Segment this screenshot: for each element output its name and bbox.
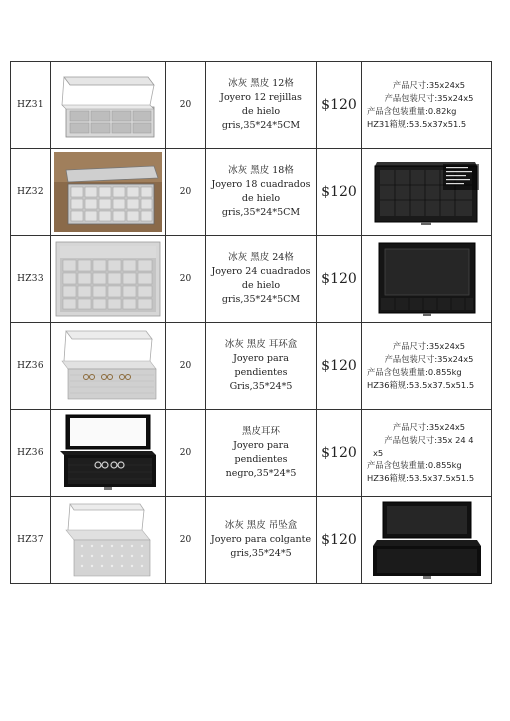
quantity: 20 [166, 62, 206, 149]
product-table [10, 61, 492, 584]
product-image [51, 236, 166, 323]
black-jewelry-tray-image [371, 154, 483, 230]
quantity: 20 [166, 236, 206, 323]
quantity: 20 [166, 410, 206, 497]
product-image [51, 62, 166, 149]
price: $120 [317, 62, 362, 149]
quantity: 20 [166, 323, 206, 410]
product-description: 冰灰 黑皮 18格 Joyero 18 cuadrados de hielo gris,35*24*5CM [206, 149, 317, 236]
table-row [11, 410, 492, 497]
table-row [11, 323, 492, 410]
product-image [51, 410, 166, 497]
table-row [11, 149, 492, 236]
product-code: HZ33 [11, 236, 51, 323]
price: $120 [317, 497, 362, 584]
table-row [11, 236, 492, 323]
product-description: 冰灰 黑皮 24格 Joyero 24 cuadrados de hielo gris,35*24*5CM [206, 236, 317, 323]
product-image [51, 149, 166, 236]
product-code: HZ32 [11, 149, 51, 236]
black-jewelry-tray-image [371, 240, 483, 318]
table-row [11, 62, 492, 149]
spec-image [362, 236, 492, 323]
quantity: 20 [166, 497, 206, 584]
grey-pendant-tray-image [60, 500, 156, 580]
product-code: HZ36 [11, 410, 51, 497]
grey-jewelry-tray-image [58, 67, 158, 143]
product-image [51, 323, 166, 410]
grey-earring-tray-image [58, 327, 158, 405]
product-code: HZ37 [11, 497, 51, 584]
spec-image [362, 497, 492, 584]
product-specs: 产品尺寸:35x24x5 产品包装尺寸:35x24x5 产品含包装重量:0.855kg HZ36箱规:53.5x37.5x51.5 [362, 323, 492, 410]
product-image [51, 497, 166, 584]
product-specs: 产品尺寸:35x24x5 产品包装尺寸:35x24x5 产品含包装重量:0.82kg HZ31箱规:53.5x37x51.5 [362, 62, 492, 149]
spec-image [362, 149, 492, 236]
product-description: 黑皮耳环 Joyero para pendientes negro,35*24*5 [206, 410, 317, 497]
price: $120 [317, 236, 362, 323]
product-code: HZ36 [11, 323, 51, 410]
black-earring-tray-image [56, 413, 160, 493]
product-description: 冰灰 黑皮 12格 Joyero 12 rejillas de hielo gris,35*24*5CM [206, 62, 317, 149]
quantity: 20 [166, 149, 206, 236]
table-row [11, 497, 492, 584]
product-description: 冰灰 黑皮 耳环盒 Joyero para pendientes Gris,35*24*5 [206, 323, 317, 410]
price: $120 [317, 323, 362, 410]
product-description: 冰灰 黑皮 吊坠盒 Joyero para colgante gris,35*24*5 [206, 497, 317, 584]
price: $120 [317, 410, 362, 497]
grey-jewelry-tray-image [54, 240, 162, 318]
product-specs: 产品尺寸:35x24x5 产品包装尺寸:35x 24 4 x5 产品含包装重量:0.855kg HZ36箱规:53.5x37.5x51.5 [362, 410, 492, 497]
grey-jewelry-tray-image [54, 152, 162, 232]
price: $120 [317, 149, 362, 236]
product-code: HZ31 [11, 62, 51, 149]
black-pendant-tray-image [369, 500, 485, 580]
